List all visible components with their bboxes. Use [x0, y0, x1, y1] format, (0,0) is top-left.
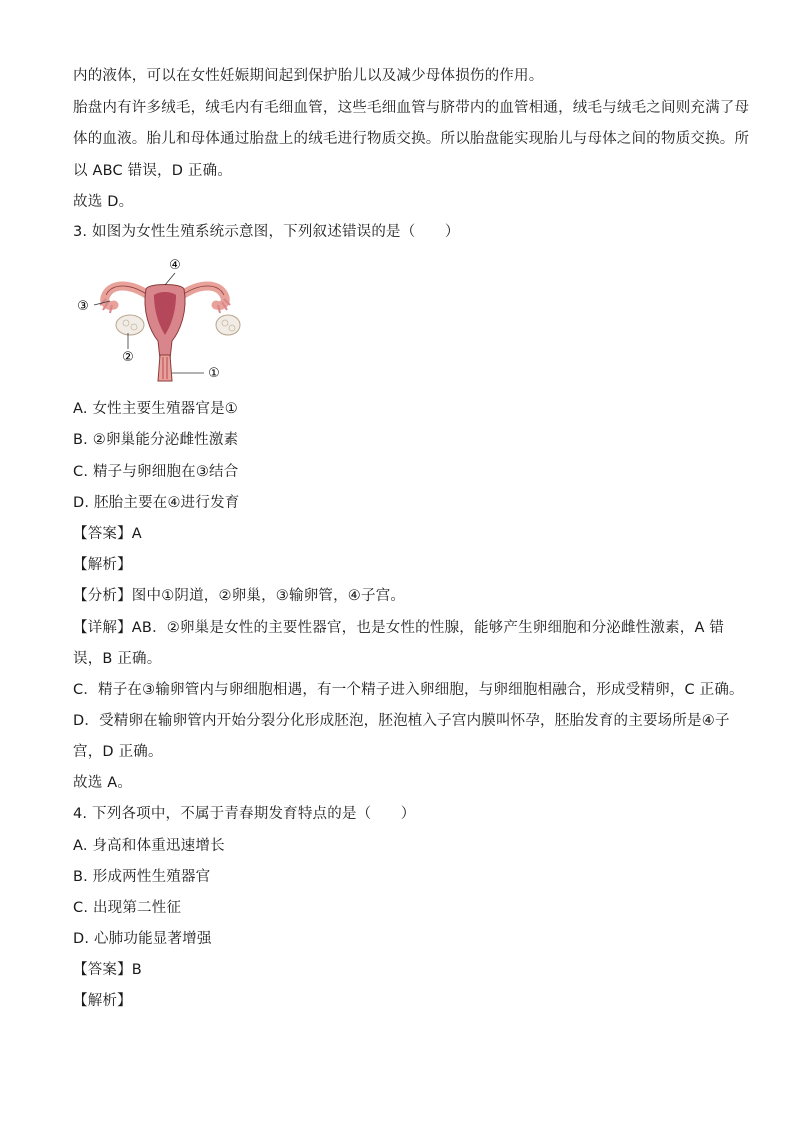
option-a: A. 女性主要生殖器官是① [73, 401, 238, 417]
text-line: 以 ABC 错误，D 正确。 [73, 163, 233, 179]
option-d: D. 胚胎主要在④进行发育 [73, 495, 240, 511]
female-reproductive-system-figure [70, 255, 260, 387]
label-4: ④ [169, 258, 181, 273]
answer-label: 【答案】B [73, 962, 142, 978]
analysis-heading: 【解析】 [73, 557, 132, 573]
option-a: A. 身高和体重迅速增长 [73, 838, 225, 854]
text-line: 故选 D。 [73, 194, 134, 210]
detail-text: D．受精卵在输卵管内开始分裂分化形成胚泡，胚泡植入子宫内膜叫怀孕，胚胎发育的主要场所是④子 [73, 713, 730, 729]
answer-label: 【答案】A [73, 526, 142, 542]
right-ovary [216, 315, 240, 335]
option-c: C. 出现第二性征 [73, 900, 182, 916]
detail-text: C．精子在③输卵管内与卵细胞相遇，有一个精子进入卵细胞，与卵细胞相融合，形成受精卵，C 正确。 [73, 682, 744, 698]
vagina [158, 355, 172, 381]
detail-text: 误，B 正确。 [73, 651, 162, 667]
label-1: ① [208, 366, 220, 381]
label-2: ② [122, 350, 134, 365]
left-ovary [116, 315, 144, 335]
text-line: 内的液体，可以在女性妊娠期间起到保护胎儿以及减少母体损伤的作用。 [73, 68, 544, 84]
detail-text: 【详解】AB．②卵巢是女性的主要性器官，也是女性的性腺，能够产生卵细胞和分泌雌性激素，A 错 [73, 620, 725, 636]
option-b: B. 形成两性生殖器官 [73, 869, 211, 885]
question-3-stem: 3. 如图为女性生殖系统示意图，下列叙述错误的是（ ） [73, 224, 460, 240]
conclusion-text: 故选 A。 [73, 775, 133, 791]
option-c: C. 精子与卵细胞在③结合 [73, 464, 239, 480]
text-line: 体的血液。胎儿和母体通过胎盘上的绒毛进行物质交换。所以胎盘能实现胎儿与母体之间的物质交换。所 [73, 131, 750, 147]
text-line: 胎盘内有许多绒毛，绒毛内有毛细血管，这些毛细血管与脐带内的血管相通，绒毛与绒毛之间则充满了母 [73, 100, 750, 116]
detail-text: 宫，D 正确。 [73, 744, 163, 760]
reproductive-diagram [70, 255, 260, 387]
analysis-heading: 【解析】 [73, 993, 132, 1009]
option-d: D. 心肺功能显著增强 [73, 931, 212, 947]
label-3: ③ [77, 299, 89, 314]
question-4-stem: 4. 下列各项中，不属于青春期发育特点的是（ ） [73, 806, 416, 822]
analysis-text: 【分析】图中①阴道，②卵巢，③输卵管，④子宫。 [73, 588, 406, 604]
option-b: B. ②卵巢能分泌雌性激素 [73, 432, 239, 448]
